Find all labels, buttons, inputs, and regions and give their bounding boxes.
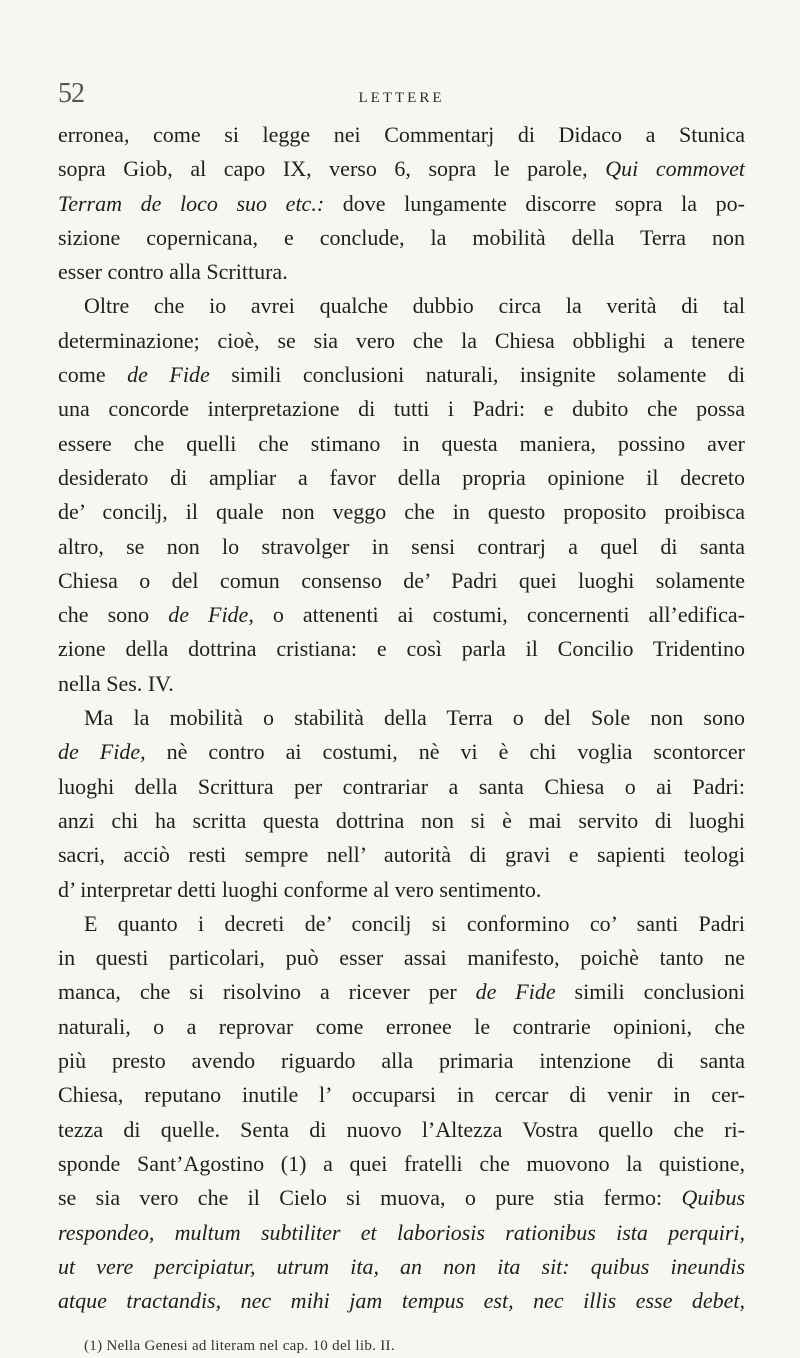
text-line — [58, 1250, 745, 1284]
text-line — [58, 255, 745, 289]
text-segment: Chiesa o del comun consenso de’ Padri quei luoghi solamente — [58, 567, 745, 593]
text-segment: de’ concilj, il quale non veggo che in questo proposito proibisca — [58, 499, 745, 525]
running-title: LETTERE — [358, 90, 445, 106]
text-line — [58, 1044, 745, 1078]
text-line — [58, 838, 745, 872]
italic-text: de Fide, — [168, 602, 254, 628]
text-segment: tezza di quelle. Senta di nuovo l’Altezza Vostra quello che ri- — [58, 1116, 745, 1142]
text-segment: E quanto i decreti de’ concilj si conformino co’ santi Padri — [84, 910, 745, 936]
italic-text: de Fide — [475, 979, 556, 1005]
body-text — [58, 118, 745, 1318]
text-segment: sizione copernicana, e conclude, la mobilità della Terra non — [58, 224, 745, 250]
text-segment: manca, che si risolvino a ricever per — [58, 979, 476, 1005]
text-segment: nè contro ai costumi, nè vi è chi voglia scontorcer — [145, 739, 745, 765]
text-segment: essere che quelli che stimano in questa maniera, possino aver — [58, 430, 745, 456]
text-line — [58, 873, 745, 907]
text-line — [58, 632, 745, 666]
text-line — [58, 1216, 745, 1250]
text-segment: esser contro alla Scrittura. — [58, 259, 288, 285]
text-segment: determinazione; cioè, se sia vero che la Chiesa obblighi a tenere — [58, 327, 745, 353]
text-segment: dove lungamente discorre sopra la po- — [324, 190, 745, 216]
text-line — [58, 735, 745, 769]
text-segment: più presto avendo riguardo alla primaria intenzione di santa — [58, 1048, 745, 1074]
text-segment: Ma la mobilità o stabilità della Terra o del Sole non sono — [84, 705, 745, 731]
text-segment: una concorde interpretazione di tutti i Padri: e dubito che possa — [58, 396, 745, 422]
running-head — [58, 74, 745, 110]
italic-text: atque tractandis, nec mihi jam tempus est, nec illis esse debet, — [58, 1288, 745, 1314]
italic-text: Terram de loco suo etc.: — [58, 190, 325, 216]
italic-text: de Fide — [127, 362, 210, 388]
text-line — [58, 941, 745, 975]
footnote: (1) Nella Genesi ad literam nel cap. 10 del lib. II. — [84, 1338, 395, 1355]
text-line — [58, 530, 745, 564]
text-segment: se sia vero che il Cielo si muova, o pure stia fermo: — [58, 1185, 682, 1211]
text-line — [58, 427, 745, 461]
text-line — [58, 324, 745, 358]
text-segment: erronea, come si legge nei Commentarj di Didaco a Stunica — [58, 122, 745, 147]
text-line — [58, 1147, 745, 1181]
text-line — [58, 1284, 745, 1318]
text-segment: come — [58, 362, 128, 388]
text-line — [58, 461, 745, 495]
text-line — [58, 118, 745, 152]
text-segment: altro, se non lo stravolger in sensi contrarj a quel di santa — [58, 533, 745, 559]
text-segment: sopra Giob, al capo IX, verso 6, sopra le parole, — [58, 156, 606, 182]
text-segment: in questi particolari, può esser assai manifesto, poichè tanto ne — [58, 945, 745, 971]
text-line — [58, 392, 745, 426]
text-line — [58, 1181, 745, 1215]
text-line — [58, 975, 745, 1009]
text-segment: che sono — [58, 602, 169, 628]
text-segment: anzi chi ha scritta questa dottrina non si è mai servito di luoghi — [58, 807, 745, 833]
text-segment: nella Ses. IV. — [58, 670, 174, 696]
text-line — [58, 1010, 745, 1044]
text-segment: sponde Sant’Agostino (1) a quei fratelli che muovono la quistione, — [58, 1150, 745, 1176]
text-line — [58, 152, 745, 186]
text-line — [58, 495, 745, 529]
text-segment: sacri, acciò resti sempre nell’ autorità di gravi e sapienti teologi — [58, 842, 745, 868]
italic-text: ut vere percipiatur, utrum ita, an non ita sit: quibus ineundis — [58, 1253, 745, 1279]
text-segment: Chiesa, reputano inutile l’ occuparsi in cercar di venir in cer- — [58, 1082, 745, 1108]
text-segment: o attenenti ai costumi, concernenti all’edifica- — [253, 602, 745, 628]
text-line — [58, 667, 745, 701]
page-number: 52 — [58, 78, 84, 109]
text-line — [58, 1113, 745, 1147]
text-line — [58, 907, 745, 941]
text-segment: zione della dottrina cristiana: e così parla il Concilio Tridentino — [58, 636, 745, 662]
text-line — [58, 701, 745, 735]
text-line — [58, 804, 745, 838]
italic-text: Quibus — [681, 1185, 745, 1211]
text-line — [58, 564, 745, 598]
text-segment: d’ interpretar detti luoghi conforme al vero sentimento. — [58, 876, 542, 902]
italic-text: respondeo, multum subtiliter et laboriosis rationibus ista perquiri, — [58, 1219, 745, 1245]
text-line — [58, 358, 745, 392]
italic-text: Qui commovet — [605, 156, 745, 182]
text-line — [58, 598, 745, 632]
text-line — [58, 770, 745, 804]
text-segment: Oltre che io avrei qualche dubbio circa la verità di tal — [84, 293, 745, 319]
text-segment: simili conclusioni — [555, 979, 745, 1005]
text-segment: luoghi della Scrittura per contrariar a santa Chiesa o ai Padri: — [58, 773, 745, 799]
text-line — [58, 221, 745, 255]
text-segment: desiderato di ampliar a favor della propria opinione il decreto — [58, 464, 745, 490]
text-line — [58, 1078, 745, 1112]
text-line — [58, 187, 745, 221]
text-segment: naturali, o a reprovar come erronee le contrarie opinioni, che — [58, 1013, 745, 1039]
italic-text: de Fide, — [58, 739, 146, 765]
text-segment: simili conclusioni naturali, insignite solamente di — [209, 362, 745, 388]
text-line — [58, 289, 745, 323]
